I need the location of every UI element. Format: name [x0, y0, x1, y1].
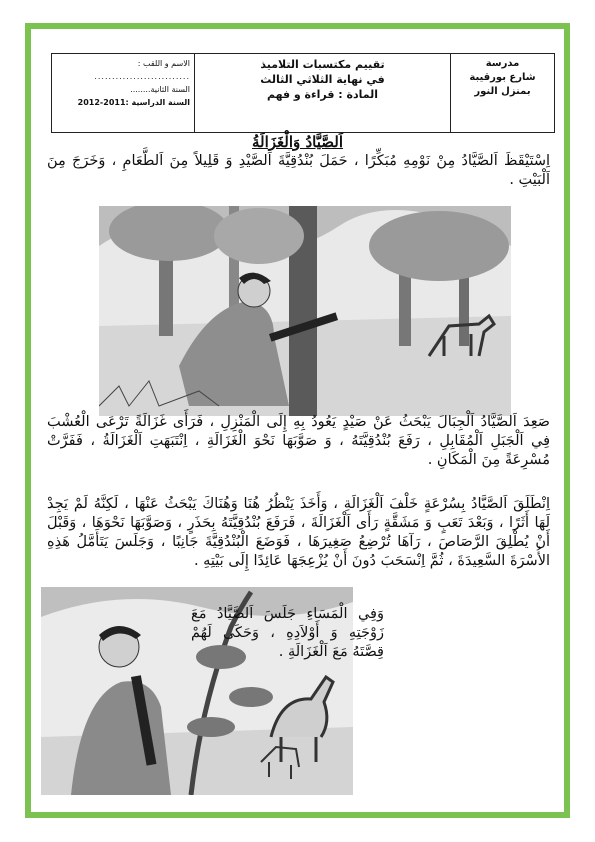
- school-town: بمنزل النور: [474, 86, 531, 97]
- exam-title-line2: في نهاية الثلاثي الثالث: [260, 73, 385, 86]
- exam-subject: المادة : قراءة و فهم: [266, 88, 379, 101]
- school-year: السنة الدراسية :2011-2012: [77, 98, 190, 107]
- paragraph-2: صَعِدَ اَلصَّيَّادُ اَلْجِبَالَ يَبْحَثُ عَنْ صَيْدٍ يَعُودُ بِهِ إِلَى الْمَنْزِلِ ، فَرَأَى غَزَالَةً تَرْعَى الْعُشْبَ فِي اَلْجَبَلِ اَلْمُقَابِلِ ، رَفَعَ بُنْدُقِيَّتَهُ ، وَ صَوَّبَهَا نَحْوَ الْغَزَالَةِ ، اِنْتَبَهَتِ اَلْغَزَالَةُ ، فَفَرَّتْ مُسْرِعَةً مِنَ الْمَكَانِ .: [47, 414, 550, 468]
- story-title: اَلصَّيَّادُ وَالْغَزَالَةُ: [251, 133, 344, 151]
- student-info: [52, 54, 194, 132]
- grade-label: السنة الثانية........: [130, 85, 190, 94]
- exam-title-line1: تقييم مكتسبات التلاميذ: [260, 58, 385, 71]
- header-table: [51, 53, 555, 133]
- school-info: [450, 54, 554, 132]
- name-label: الاسم و اللقب :: [137, 59, 190, 68]
- paragraph-1: اِسْتَيْقَظَ اَلصَّيَّادُ مِنْ نَوْمِهِ مُبَكِّرًا ، حَمَلَ بُنْدُقِيَّةَ اَلصَّيْدِ وَ قَلِيلاً مِنَ اَلطَّعَامِ ، وَخَرَجَ مِنَ اَلْبَيْتِ .: [47, 153, 550, 188]
- name-field[interactable]: ...........................: [94, 72, 190, 81]
- school-label: مدرسة: [485, 58, 520, 69]
- paragraph-3: اِنْطَلَقَ اَلصَّيَّادُ بِسُرْعَةٍ خَلْفَ اَلْغَزَالَةِ ، وَأَخَذَ يَنْظُرُ هُنَا وَهُنَاكَ يَبْحَثُ عَنْهَا ، لَكِنَّهُ لَمْ يَجِدْ لَهَا أَثَرًا ، وَبَعْدَ تَعَبٍ وَ مَشَقَّةٍ رَأَى اَلْغَزَالَةَ ، فَرَفَعَ بُنْدُقِيَّتَهُ بِحَذَرٍ ، وَصَوَّبَهَا نَحْوَهَا ، وَقَبْلَ أَنْ يُطْلِقَ الرَّصَاصَ ، رَآهَا تُرْضِعُ صَغِيرَهَا ، فَوَضَعَ الْبُنْدُقِيَّةَ جَانِبًا ، وَجَلَسَ يَتَأَمَّلُ هَذِهِ الأُسْرَةَ السَّعِيدَةَ ، ثُمَّ اِنْسَحَبَ دُونَ أَنْ يُزْعِجَهَا عَائِدًا إِلَى بَيْتِهِ .: [47, 496, 550, 569]
- school-street: شارع بورقيبة: [469, 72, 536, 83]
- hunter-aiming-illustration: [99, 206, 511, 416]
- exam-title: [194, 54, 450, 132]
- page-border: [25, 23, 570, 818]
- worksheet: [41, 39, 554, 802]
- paragraph-4: وَفِي الْمَسَاءِ جَلَسَ اَلصَّيَّادُ مَعَ زَوْجَتِهِ وَ أَوْلاَدِهِ ، وَحَكَى لَهُمْ قِصَّتَهُ مَعَ اَلْغَزَالَةِ .: [191, 606, 384, 660]
